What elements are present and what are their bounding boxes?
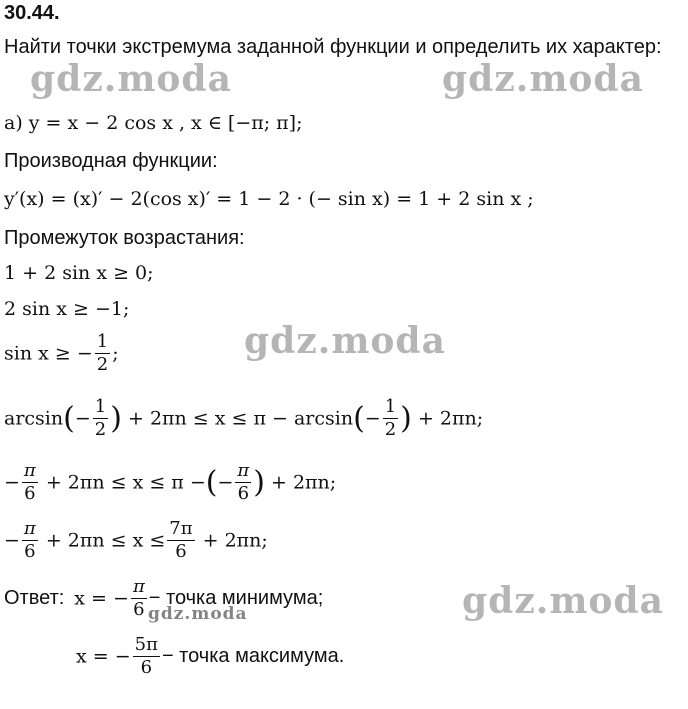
inequality-2: 2 sin x ≥ −1; [4,298,130,320]
minus-sign: − [74,407,91,430]
fraction-pi-over-six [131,578,147,619]
minus-sign: − [217,471,234,494]
answer-maximum [76,636,344,677]
watermark: gdz.moda [30,58,232,100]
minus-sign: − [364,407,381,430]
fraction-numerator: π [23,460,36,481]
fraction-denominator: 2 [384,419,397,440]
fraction-denominator: 2 [96,354,109,375]
answer2-suffix: − точка максимума. [161,645,345,667]
final-end: + 2πn; [202,529,268,552]
pi-six-middle: + 2πn ≤ x ≤ π − [45,471,206,494]
answer1-prefix: x = − [74,587,129,610]
fraction-denominator: 6 [175,541,187,562]
fraction-five-pi-over-six [133,636,160,677]
fraction-one-half [383,398,398,439]
pi-six-end: + 2πn; [271,471,337,494]
arcsin-end: + 2πn; [417,407,484,430]
answer-minimum [4,578,323,619]
answer2-prefix: x = − [76,645,131,668]
final-interval [4,520,268,561]
fraction-denominator: 6 [237,483,250,504]
fraction-denominator: 2 [94,419,107,440]
paren: ( [205,465,218,500]
arcsin-inequality [4,398,483,439]
watermark: gdz.moda [244,320,446,362]
paren: ) [110,401,122,436]
fraction-one-half [95,333,110,374]
answer1-suffix: − точка минимума; [148,587,324,609]
minus-sign: − [4,471,20,494]
final-middle: + 2πn ≤ x ≤ [45,529,166,552]
fraction-numerator: 1 [384,396,397,417]
fraction-numerator: π [23,518,36,539]
fraction-seven-pi-over-six [167,520,194,561]
derivative-label: Производная функции: [4,150,218,172]
paren: ) [400,401,412,436]
fraction-denominator: 6 [24,541,36,562]
paren: ( [353,401,365,436]
fraction-numerator: 5π [134,634,158,655]
task-text: Найти точки экстремума заданной функции и определить их характер: [4,36,662,58]
arcsin-word: arcsin [4,407,64,430]
fraction-numerator: π [132,576,145,597]
answer-label: Ответ: [4,587,65,609]
fraction-numerator: 7π [169,518,193,539]
fraction-pi-over-six [22,520,38,561]
fraction-numerator: π [237,460,250,481]
arcsin-middle: + 2πn ≤ x ≤ π − arcsin [127,407,354,430]
watermark: gdz.moda [442,58,644,100]
inequality-3-left: sin x ≥ − [4,342,93,365]
inequality-3 [4,333,119,374]
fraction-numerator: 1 [94,396,107,417]
minus-sign: − [4,529,20,552]
fraction-denominator: 6 [133,599,145,620]
paren: ) [253,465,265,500]
watermark: gdz.moda [462,580,664,622]
fraction-denominator: 6 [140,657,153,678]
fraction-one-half [93,398,108,439]
inequality-1: 1 + 2 sin x ≥ 0; [4,262,154,284]
derivative-formula: y′(x) = (x)′ − 2(cos x)′ = 1 − 2 · (− sin x) = 1 + 2 sin x ; [4,188,534,210]
pi-over-six-inequality [4,462,336,503]
paren: ( [63,401,75,436]
interval-label: Промежуток возрастания: [4,227,245,249]
fraction-pi-over-six [22,462,38,503]
exercise-number: 30.44. [4,2,60,24]
fraction-denominator: 6 [24,483,36,504]
function-definition: а) y = x − 2 cos x , x ∈ [−π; π]; [4,112,303,134]
inequality-3-end: ; [112,342,119,365]
fraction-numerator: 1 [96,331,109,352]
watermark: gdz.moda [148,604,248,624]
fraction-pi-over-six [235,462,251,503]
